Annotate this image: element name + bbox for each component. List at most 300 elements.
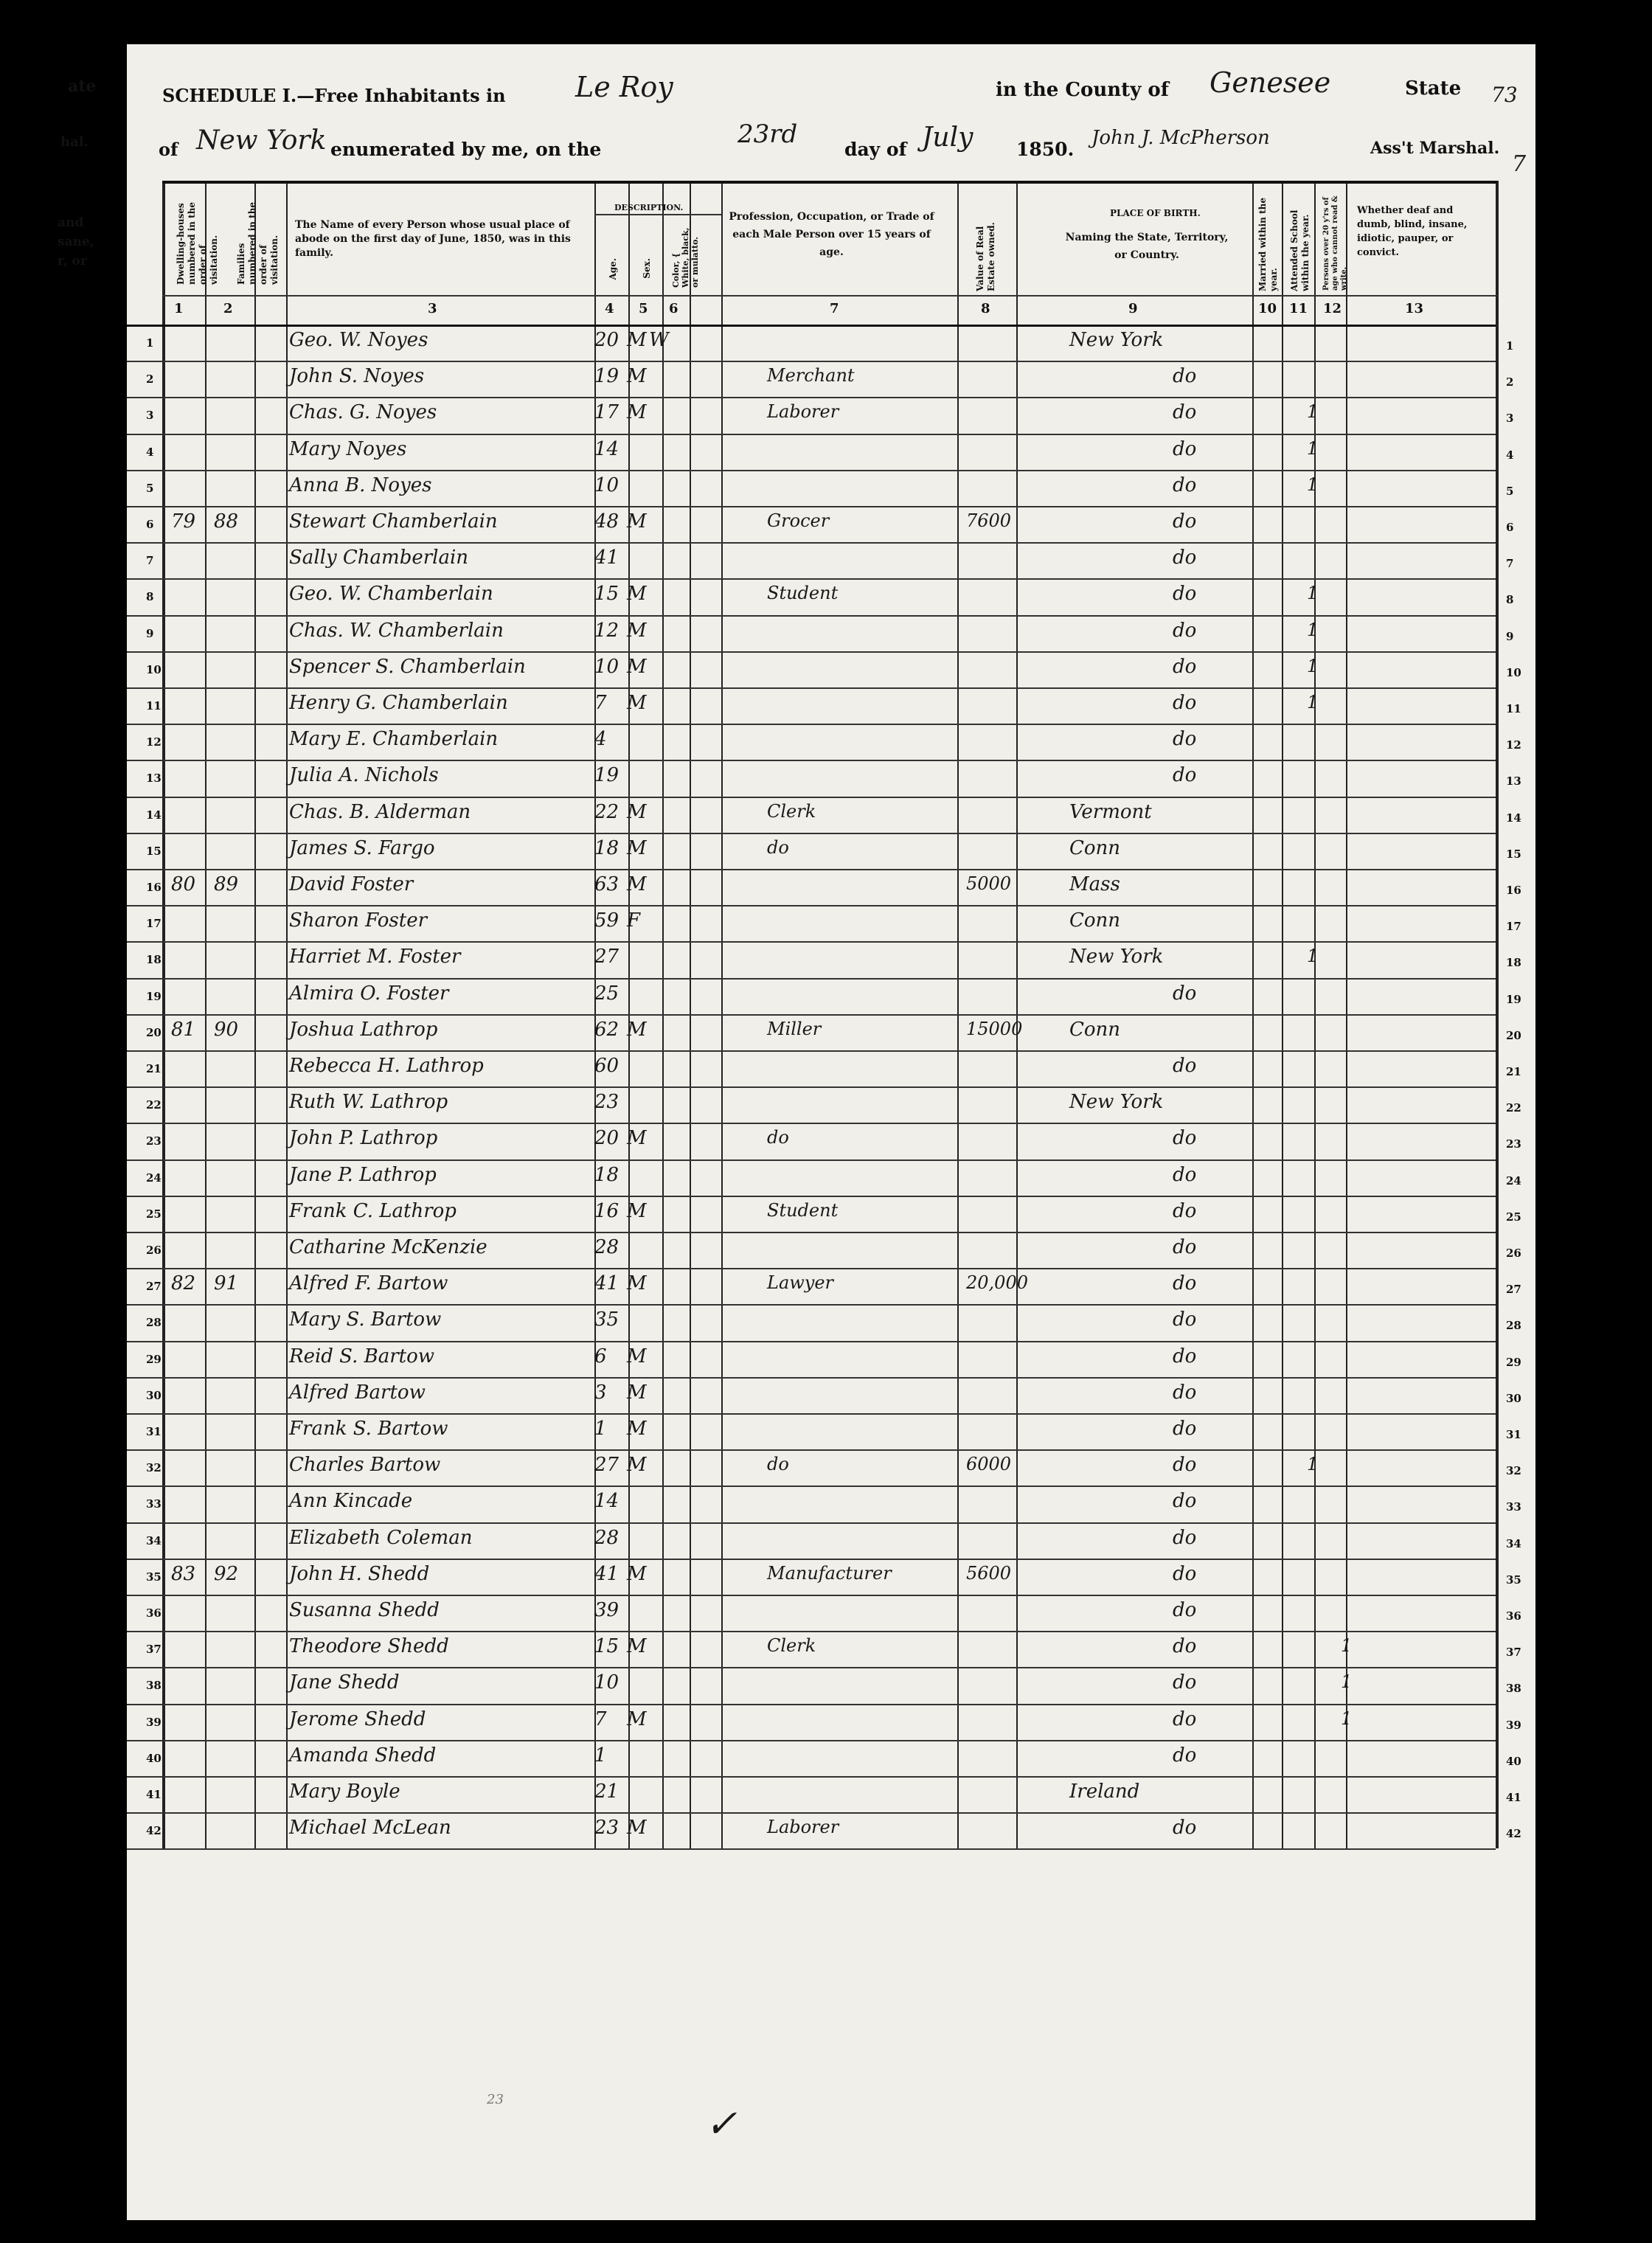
person-age: 1 (594, 1418, 607, 1440)
right-row-number: 19 (1506, 993, 1521, 1006)
column-number: 1 (174, 301, 184, 316)
place-of-birth: do (1173, 1127, 1197, 1149)
enumeration-day: 23rd (738, 119, 798, 149)
row-rule (127, 1086, 1496, 1088)
row-number: 28 (146, 1316, 162, 1329)
right-row-number: 20 (1506, 1029, 1521, 1042)
place-of-birth: do (1173, 1381, 1197, 1404)
person-name: Chas. G. Noyes (289, 401, 437, 423)
person-age: 6 (594, 1345, 607, 1367)
right-row-number: 5 (1506, 485, 1514, 498)
row-rule (127, 941, 1496, 943)
right-row-number: 13 (1506, 774, 1521, 788)
right-row-number: 28 (1506, 1319, 1521, 1332)
column-rule (1496, 181, 1499, 1848)
row-rule (127, 797, 1496, 798)
right-row-number: 21 (1506, 1065, 1521, 1078)
edge-text-middle: hal. (60, 134, 88, 150)
row-number: 10 (146, 663, 162, 676)
person-age: 28 (594, 1236, 620, 1258)
person-name: Amanda Shedd (289, 1744, 437, 1767)
row-number: 36 (146, 1606, 162, 1620)
person-sex: M (627, 365, 647, 387)
place-of-birth: do (1173, 692, 1197, 714)
enumerated-label: enumerated by me, on the (330, 139, 602, 160)
person-age: 35 (594, 1308, 620, 1331)
person-age: 3 (594, 1381, 607, 1404)
row-rule (127, 1268, 1496, 1269)
place-of-birth: do (1173, 1345, 1197, 1367)
person-age: 41 (594, 547, 620, 569)
row-number: 16 (146, 881, 162, 894)
person-age: 27 (594, 946, 620, 968)
person-occupation: Grocer (767, 510, 830, 531)
right-row-number: 10 (1506, 666, 1521, 679)
column-number: 3 (428, 301, 437, 316)
place-of-birth: do (1173, 620, 1197, 642)
right-row-number: 39 (1506, 1719, 1521, 1732)
right-row-number: 7 (1506, 557, 1514, 570)
person-age: 25 (594, 982, 620, 1005)
real-estate-value: 15000 (966, 1019, 1023, 1039)
person-sex: F (627, 909, 641, 932)
person-age: 10 (594, 1671, 620, 1693)
column-number-rule (162, 295, 1497, 297)
place-of-birth: do (1173, 1418, 1197, 1440)
right-row-number: 4 (1506, 448, 1514, 462)
right-row-number: 41 (1506, 1791, 1521, 1804)
person-age: 7 (594, 1708, 607, 1730)
row-number: 39 (146, 1716, 162, 1729)
person-name: Ann Kincade (289, 1490, 413, 1512)
person-sex: M (627, 873, 647, 895)
row-number: 14 (146, 808, 162, 822)
page-corner-number: 7 (1512, 151, 1527, 177)
right-row-number: 14 (1506, 811, 1521, 825)
row-number: 4 (146, 446, 154, 459)
right-row-number: 34 (1506, 1537, 1521, 1550)
row-number: 7 (146, 554, 154, 567)
right-row-number: 22 (1506, 1101, 1521, 1114)
person-sex: M (627, 510, 647, 533)
person-occupation: do (767, 837, 789, 858)
person-age: 10 (594, 474, 620, 496)
person-name: Spencer S. Chamberlain (289, 656, 526, 678)
right-row-number: 8 (1506, 593, 1514, 606)
person-age: 12 (594, 620, 620, 642)
person-name: Theodore Shedd (289, 1635, 449, 1657)
place-of-birth: Ireland (1069, 1781, 1140, 1803)
edge-text-line: r, or (58, 254, 87, 268)
right-row-number: 26 (1506, 1247, 1521, 1260)
header-age: Age. (608, 258, 618, 280)
right-row-number: 24 (1506, 1174, 1521, 1188)
person-age: 18 (594, 837, 620, 859)
header-school: Attended School within the year. (1289, 209, 1311, 291)
column-number: 10 (1258, 301, 1277, 316)
row-rule (127, 542, 1496, 544)
person-age: 16 (594, 1200, 620, 1222)
row-rule (127, 578, 1496, 580)
row-rule (127, 1232, 1496, 1233)
person-sex: M (627, 620, 647, 642)
place-of-birth: do (1173, 438, 1197, 460)
right-row-number: 18 (1506, 956, 1521, 969)
person-age: 15 (594, 1635, 620, 1657)
cannot-read-write: 1 (1341, 1635, 1353, 1656)
person-name: Chas. B. Alderman (289, 801, 471, 823)
row-rule (127, 434, 1496, 435)
row-number: 22 (146, 1098, 162, 1112)
family-number: 90 (214, 1019, 239, 1041)
attended-school: 1 (1307, 474, 1319, 495)
person-sex: M (627, 1381, 647, 1404)
person-age: 23 (594, 1817, 620, 1839)
person-sex: M (627, 1345, 647, 1367)
person-age: 20 (594, 1127, 620, 1149)
row-rule (127, 724, 1496, 725)
row-number: 17 (146, 917, 162, 930)
row-number: 25 (146, 1207, 162, 1221)
marshal-title: Ass't Marshal. (1370, 139, 1500, 158)
person-color: W (649, 329, 669, 351)
place-of-birth: do (1173, 1527, 1197, 1549)
person-name: Sharon Foster (289, 909, 428, 932)
right-row-number: 38 (1506, 1682, 1521, 1695)
person-name: Elizabeth Coleman (289, 1527, 473, 1549)
right-row-number: 30 (1506, 1392, 1521, 1405)
person-age: 39 (594, 1599, 620, 1621)
real-estate-value: 7600 (966, 510, 1012, 531)
state-label: State (1405, 77, 1462, 100)
header-birthplace-title: PLACE OF BIRTH. (1110, 208, 1201, 218)
header-occupation: Profession, Occupation, or Trade of each Male Person over 15 years of age. (729, 211, 934, 258)
person-age: 4 (594, 728, 607, 750)
person-sex: M (627, 1635, 647, 1657)
row-number: 37 (146, 1643, 162, 1656)
row-rule (127, 833, 1496, 834)
place-of-birth: Conn (1069, 909, 1121, 932)
person-sex: M (627, 1127, 647, 1149)
row-rule (127, 1631, 1496, 1632)
attended-school: 1 (1307, 438, 1319, 459)
person-sex: M (627, 656, 647, 678)
person-name: Alfred F. Bartow (289, 1272, 448, 1294)
column-number: 13 (1405, 301, 1424, 316)
header-name: The Name of every Person whose usual place of abode on the first day of June, 1850, was in this family. (295, 219, 571, 259)
dwelling-number: 83 (171, 1563, 196, 1585)
row-rule (127, 1812, 1496, 1814)
person-age: 62 (594, 1019, 620, 1041)
row-rule (127, 470, 1496, 471)
place-of-birth: do (1173, 365, 1197, 387)
row-rule (127, 1014, 1496, 1016)
row-rule (127, 905, 1496, 906)
person-name: Ruth W. Lathrop (289, 1091, 448, 1113)
row-rule (127, 1522, 1496, 1524)
person-name: Julia A. Nichols (289, 764, 439, 786)
column-number: 4 (605, 301, 614, 316)
right-row-number: 3 (1506, 412, 1514, 425)
person-occupation: Clerk (767, 1635, 816, 1656)
person-sex: M (627, 1708, 647, 1730)
place-of-birth: do (1173, 656, 1197, 678)
person-age: 28 (594, 1527, 620, 1549)
place-of-birth: do (1173, 1817, 1197, 1839)
right-row-number: 23 (1506, 1137, 1521, 1151)
real-estate-value: 20,000 (966, 1272, 1028, 1293)
county-label: in the County of (996, 79, 1169, 101)
person-name: Jane P. Lathrop (289, 1164, 437, 1186)
place-of-birth: New York (1069, 946, 1164, 968)
attended-school: 1 (1307, 1454, 1319, 1474)
person-age: 18 (594, 1164, 620, 1186)
place-of-birth: Vermont (1069, 801, 1152, 823)
person-name: Michael McLean (289, 1817, 451, 1839)
column-number: 2 (223, 301, 233, 316)
column-number: 5 (639, 301, 648, 316)
person-name: Jerome Shedd (289, 1708, 426, 1730)
right-row-number: 37 (1506, 1646, 1521, 1659)
cannot-read-write: 1 (1341, 1671, 1353, 1692)
place-of-birth: do (1173, 728, 1197, 750)
header-top-rule (162, 181, 1497, 184)
header-married: Married within the year. (1257, 198, 1279, 291)
person-age: 59 (594, 909, 620, 932)
row-rule (127, 1740, 1496, 1741)
person-name: Mary S. Bartow (289, 1308, 442, 1331)
row-number: 21 (146, 1062, 162, 1075)
row-number: 26 (146, 1244, 162, 1257)
family-number: 88 (214, 510, 239, 533)
person-age: 20 (594, 329, 620, 351)
person-name: Reid S. Bartow (289, 1345, 434, 1367)
row-number: 31 (146, 1425, 162, 1438)
person-sex: M (627, 692, 647, 714)
marshal-name: John J. McPherson (1092, 127, 1270, 149)
row-number: 40 (146, 1752, 162, 1765)
family-number: 89 (214, 873, 239, 895)
dwelling-number: 81 (171, 1019, 196, 1041)
cannot-read-write: 1 (1341, 1708, 1353, 1729)
person-sex: M (627, 1817, 647, 1839)
place-of-birth: Conn (1069, 1019, 1121, 1041)
place-of-birth: do (1173, 1635, 1197, 1657)
place-of-birth: do (1173, 547, 1197, 569)
row-rule (127, 1704, 1496, 1705)
header-families: Families numbered in the order of visitation. (236, 201, 280, 285)
attended-school: 1 (1307, 620, 1319, 640)
row-number: 38 (146, 1679, 162, 1692)
person-occupation: Student (767, 583, 839, 603)
row-rule (127, 1159, 1496, 1161)
person-name: James S. Fargo (289, 837, 435, 859)
column-number: 6 (669, 301, 678, 316)
header-infirmities: Whether deaf and dumb, blind, insane, idiotic, pauper, or convict. (1357, 205, 1468, 258)
person-occupation: Manufacturer (767, 1563, 892, 1584)
right-row-number: 12 (1506, 738, 1521, 752)
place-of-birth: do (1173, 510, 1197, 533)
place-of-birth: do (1173, 1200, 1197, 1222)
person-name: Geo. W. Chamberlain (289, 583, 493, 605)
person-name: Charles Bartow (289, 1454, 441, 1476)
row-rule (127, 1123, 1496, 1124)
edge-text-line: sane, (58, 235, 94, 249)
right-row-number: 6 (1506, 521, 1514, 534)
column-number: 7 (830, 301, 839, 316)
person-age: 21 (594, 1781, 620, 1803)
person-name: Rebecca H. Lathrop (289, 1055, 484, 1077)
place-of-birth: do (1173, 1671, 1197, 1693)
column-number: 12 (1323, 301, 1342, 316)
row-rule (127, 397, 1496, 398)
attended-school: 1 (1307, 401, 1319, 422)
person-age: 22 (594, 801, 620, 823)
real-estate-value: 5600 (966, 1563, 1012, 1584)
row-rule (127, 361, 1496, 362)
real-estate-value: 6000 (966, 1454, 1012, 1474)
place-of-birth: do (1173, 1272, 1197, 1294)
header-birthplace: Naming the State, Territory, or Country. (1065, 232, 1229, 261)
row-number: 34 (146, 1534, 162, 1547)
checkmark: ✓ (705, 2102, 738, 2146)
dwelling-number: 79 (171, 510, 196, 533)
pencil-note: 23 (487, 2092, 504, 2107)
row-number: 3 (146, 409, 154, 422)
place-of-birth: do (1173, 764, 1197, 786)
person-age: 27 (594, 1454, 620, 1476)
row-number: 13 (146, 772, 162, 785)
row-rule (127, 1377, 1496, 1379)
row-rule (127, 1449, 1496, 1451)
person-age: 60 (594, 1055, 620, 1077)
row-rule (127, 1595, 1496, 1596)
person-occupation: Lawyer (767, 1272, 834, 1293)
person-name: Henry G. Chamberlain (289, 692, 508, 714)
person-name: Sally Chamberlain (289, 547, 469, 569)
person-name: Susanna Shedd (289, 1599, 440, 1621)
person-sex: M (627, 329, 647, 351)
person-sex: M (627, 401, 647, 423)
row-rule (127, 1848, 1496, 1850)
column-number: 9 (1128, 301, 1138, 316)
person-age: 14 (594, 1490, 620, 1512)
place-of-birth: do (1173, 982, 1197, 1005)
header-description: DESCRIPTION. (614, 203, 684, 212)
right-row-number: 29 (1506, 1356, 1521, 1369)
header-real-estate: Value of Real Estate owned. (975, 222, 996, 291)
person-sex: M (627, 1418, 647, 1440)
place-of-birth: do (1173, 1236, 1197, 1258)
person-name: Frank S. Bartow (289, 1418, 448, 1440)
row-number: 8 (146, 590, 154, 603)
row-number: 15 (146, 845, 162, 858)
person-name: John S. Noyes (289, 365, 425, 387)
row-number: 27 (146, 1280, 162, 1293)
row-number: 30 (146, 1389, 162, 1402)
row-rule (127, 1776, 1496, 1778)
right-row-number: 17 (1506, 920, 1521, 933)
right-row-number: 32 (1506, 1464, 1521, 1477)
header-bottom-rule (127, 325, 1496, 327)
person-occupation: Laborer (767, 401, 839, 422)
row-number: 23 (146, 1134, 162, 1148)
place-of-birth: do (1173, 1490, 1197, 1512)
person-sex: M (627, 1563, 647, 1585)
attended-school: 1 (1307, 656, 1319, 676)
person-name: Geo. W. Noyes (289, 329, 428, 351)
county-name: Genesee (1210, 66, 1331, 99)
right-row-number: 25 (1506, 1210, 1521, 1224)
person-name: Jane Shedd (289, 1671, 400, 1693)
right-row-number: 1 (1506, 339, 1514, 353)
of-label: of (159, 139, 178, 160)
person-occupation: Student (767, 1200, 839, 1221)
place-of-birth: do (1173, 1454, 1197, 1476)
place-of-birth: do (1173, 401, 1197, 423)
person-name: Catharine McKenzie (289, 1236, 487, 1258)
person-name: Almira O. Foster (289, 982, 449, 1005)
person-age: 63 (594, 873, 620, 895)
row-rule (127, 615, 1496, 617)
person-sex: M (627, 1272, 647, 1294)
place-of-birth: do (1173, 1708, 1197, 1730)
place-of-birth: do (1173, 1164, 1197, 1186)
row-number: 33 (146, 1497, 162, 1511)
person-sex: M (627, 1454, 647, 1476)
person-age: 17 (594, 401, 620, 423)
place-of-birth: New York (1069, 1091, 1164, 1113)
person-name: Stewart Chamberlain (289, 510, 498, 533)
right-row-number: 31 (1506, 1428, 1521, 1441)
row-number: 1 (146, 336, 154, 350)
person-name: John P. Lathrop (289, 1127, 438, 1149)
person-age: 1 (594, 1744, 607, 1767)
header-cannot-read: Persons over 20 y'rs of age who cannot read & write. (1322, 195, 1348, 291)
row-rule (127, 1050, 1496, 1052)
header-dwelling-houses: Dwelling-houses numbered in the order of visitation. (176, 201, 219, 285)
row-number: 12 (146, 735, 162, 749)
person-name: Mary Boyle (289, 1781, 400, 1803)
right-row-number: 2 (1506, 375, 1514, 389)
person-age: 7 (594, 692, 607, 714)
page-number: 73 (1491, 83, 1518, 107)
person-occupation: Miller (767, 1019, 822, 1039)
row-number: 32 (146, 1461, 162, 1474)
row-rule (127, 651, 1496, 653)
person-sex: M (627, 1200, 647, 1222)
place-of-birth: Conn (1069, 837, 1121, 859)
row-number: 29 (146, 1353, 162, 1366)
attended-school: 1 (1307, 583, 1319, 603)
header-sex: Sex. (642, 258, 652, 279)
row-rule (127, 1485, 1496, 1487)
right-row-number: 16 (1506, 884, 1521, 897)
attended-school: 1 (1307, 946, 1319, 966)
person-age: 41 (594, 1272, 620, 1294)
person-name: Anna B. Noyes (289, 474, 432, 496)
person-occupation: Merchant (767, 365, 855, 386)
person-name: Frank C. Lathrop (289, 1200, 457, 1222)
dwelling-number: 80 (171, 873, 196, 895)
row-number: 19 (146, 990, 162, 1003)
person-age: 10 (594, 656, 620, 678)
row-number: 24 (146, 1171, 162, 1185)
town-name: Le Roy (575, 71, 673, 103)
row-rule (127, 760, 1496, 761)
person-age: 23 (594, 1091, 620, 1113)
person-sex: M (627, 583, 647, 605)
